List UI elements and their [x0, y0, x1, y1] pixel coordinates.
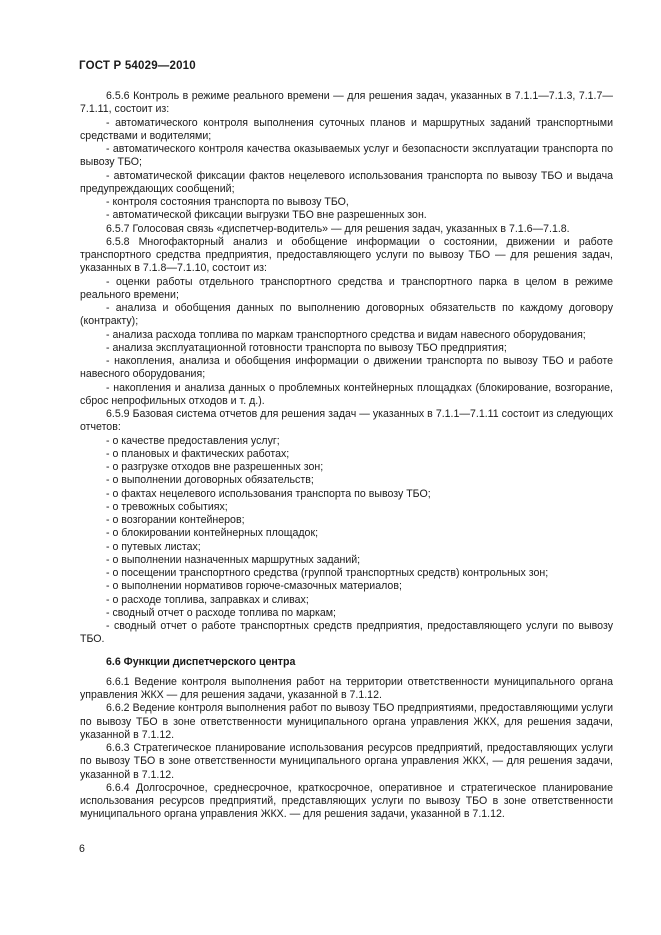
list-item: - сводный отчет о расходе топлива по маркам; [106, 606, 337, 619]
list-item: - автоматического контроля выполнения суточных планов и маршрутных заданий транспортными средствами и водителями; [80, 116, 613, 142]
list-item: - накопления, анализа и обобщения информации о движении транспорта по вывозу ТБО и работе навесного оборудования; [80, 355, 613, 381]
paragraph: 6.6.4 Долгосрочное, среднесрочное, краткосрочное, оперативное и стратегическое планирование использования ресурсов предприятий, представляющих услуги по вывозу ТБО в зоне ответственности муниципального органа управления ЖКХ. — для решения задачи, указанной в 7.1.12. [80, 781, 613, 821]
paragraph: 6.6.2 Ведение контроля выполнения работ по вывозу ТБО предприятиями, предоставляющими услуги по вывозу ТБО в зоне ответственности муниципального органа управления ЖКХ, для решения задачи, указанной в 7.1.12. [80, 702, 613, 741]
list-item: - о разгрузке отходов вне разрешенных зон; [106, 461, 324, 473]
list-item: - о плановых и фактических работах; [106, 447, 290, 460]
list-item: - о расходе топлива, заправках и сливах; [106, 593, 309, 606]
list-item: - оценки работы отдельного транспортного средства и транспортного парка в целом в режиме реального времени; [80, 275, 613, 301]
list-item: - контроля состояния транспорта по вывозу ТБО, [106, 196, 349, 208]
list-item: - анализа и обобщения данных по выполнению договорных обязательств по каждому договору (контракту); [80, 302, 613, 328]
paragraph: 6.5.7 Голосовая связь «диспетчер-водитель» — для решения задач, указанных в 7.1.6—7.1.8. [106, 222, 570, 235]
list-item: - о выполнении нормативов горюче-смазочных материалов; [106, 580, 402, 593]
paragraph: 6.5.8 Многофакторный анализ и обобщение информации о состоянии, движении и работе транспортного средства предприятия, предоставляющего услуги по вывозу ТБО — для решения задач, указанных в 7.1.8—7.1.10, состоит из: [80, 235, 613, 275]
paragraph: 6.6.1 Ведение контроля выполнения работ на территории ответственности муниципального органа управления ЖКХ — для решения задачи, указанной в 7.1.12. [80, 675, 613, 701]
paragraph: 6.5.6 Контроль в режиме реального времени — для решения задач, указанных в 7.1.1—7.1.3, 7.1.7—7.1.11, состоит из: [80, 90, 613, 116]
list-item: - автоматической фиксации выгрузки ТБО вне разрешенных зон. [106, 209, 427, 222]
list-item: - анализа эксплуатационной готовности транспорта по вывозу ТБО предприятия; [106, 341, 507, 354]
list-item: - о блокировании контейнерных площадок; [106, 527, 319, 540]
page-content [80, 90, 613, 822]
paragraph: 6.6.3 Стратегическое планирование использования ресурсов предприятий, предоставляющих услуги по вывозу ТБО в зоне ответственности муниципального органа управления ЖКХ, — для решения задачи, указанной в 7.1.12. [80, 742, 613, 781]
list-item: - накопления и анализа данных о проблемных контейнерных площадках (блокирование, возгорание, сброс непрофильных отходов и т. д.). [80, 381, 613, 407]
list-item: - о тревожных событиях; [106, 500, 228, 513]
list-item: - автоматической фиксации фактов нецелевого использования транспорта по вывозу ТБО и выдача предупреждающих сообщений; [80, 169, 613, 195]
list-item: - о качестве предоставления услуг; [106, 434, 280, 447]
list-item: - сводный отчет о работе транспортных средств предприятия, предоставляющего услуги по вывозу ТБО. [80, 620, 613, 646]
list-item: - о выполнении назначенных маршрутных заданий; [106, 553, 361, 566]
list-item: - о посещении транспортного средства (группой транспортных средств) контрольных зон; [106, 567, 549, 579]
list-item: - о выполнении договорных обязательств; [106, 474, 314, 487]
list-item: - автоматического контроля качества оказываемых услуг и безопасности эксплуатации транспорта по вывозу ТБО; [80, 143, 613, 169]
document-header: ГОСТ Р 54029—2010 [79, 60, 196, 72]
list-item: - о фактах нецелевого использования транспорта по вывозу ТБО; [106, 487, 431, 500]
list-item: - о возгорании контейнеров; [106, 514, 245, 526]
list-item: - о путевых листах; [106, 540, 201, 553]
paragraph: 6.5.9 Базовая система отчетов для решения задач — указанных в 7.1.1—7.1.11 состоит из следующих отчетов: [80, 408, 613, 434]
section-heading: 6.6 Функции диспетчерского центра [106, 655, 296, 668]
page-number: 6 [79, 843, 85, 855]
list-item: - анализа расхода топлива по маркам транспортного средства и видам навесного оборудования; [106, 328, 586, 341]
